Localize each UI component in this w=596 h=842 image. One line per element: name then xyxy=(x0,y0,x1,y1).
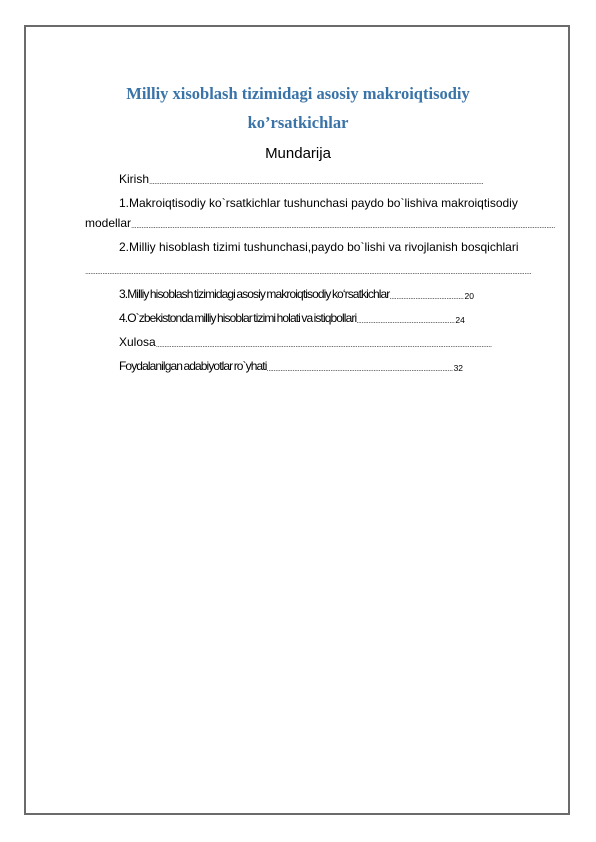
toc-entry-label: Xulosa xyxy=(119,335,156,349)
toc-entry-label: Kirish xyxy=(119,172,150,186)
toc-page-number: 24 xyxy=(455,315,465,325)
toc-entry-xulosa[interactable] xyxy=(119,335,596,349)
toc-page-number: 32 xyxy=(453,363,464,373)
toc-entry-1-line-2[interactable] xyxy=(85,216,596,230)
document-title-line-2: ko’rsatkichlar xyxy=(247,113,349,132)
document-title-line-1: Milliy xisoblash tizimidagi asosiy makroiqtisodiy xyxy=(126,84,470,103)
toc-entry-2-line-2[interactable] xyxy=(85,262,596,276)
toc-entry-3[interactable] xyxy=(119,287,579,301)
toc-leader-dots: .................................................................................................................................................................................................. xyxy=(149,177,484,186)
page-border xyxy=(24,25,570,815)
toc-leader-dots: ............................................................................................................ xyxy=(266,364,453,373)
toc-leader-dots: ...................................................................................................................................................................................................................................................... xyxy=(131,221,555,230)
toc-heading: Mundarija xyxy=(265,145,331,162)
toc-entry-kirish[interactable] xyxy=(119,172,596,186)
toc-leader-dots: ......................................................... xyxy=(356,316,455,325)
toc-entry-label: 4.O`zbekistonda milliy hisoblar tizimi holati va istiqbollari xyxy=(119,311,357,325)
toc-entry-2-line-1[interactable] xyxy=(119,240,579,254)
toc-leader-dots: ........................................... xyxy=(389,292,464,301)
toc-entry-label: modellar xyxy=(85,216,132,230)
toc-leader-dots: ................................................................................................................................................................................................... xyxy=(155,340,492,349)
toc-entry-label: 2.Milliy hisoblash tizimi tushunchasi,paydo bo`lishi va rivojlanish bosqichlari xyxy=(119,240,519,254)
toc-page-number: 20 xyxy=(464,291,474,301)
toc-entry-1-line-1[interactable] xyxy=(119,196,579,210)
toc-entry-4[interactable] xyxy=(119,311,579,325)
toc-entry-label: 1.Makroiqtisodiy ko`rsatkichlar tushunchasi paydo bo`lishiva makroiqtisodiy xyxy=(119,196,518,210)
toc-entry-label: 3.Milliy hisoblash tizimidagi asosiy makroiqtisodiy ko‘rsatkichlar xyxy=(119,287,390,301)
toc-entry-label: Foydalanilgan adabiyotlar ro`yhati xyxy=(119,359,267,373)
toc-entry-adabiyot[interactable] xyxy=(119,359,579,373)
toc-leader-dots: ................................................................................................................................................................................................................................................................... xyxy=(85,267,532,276)
